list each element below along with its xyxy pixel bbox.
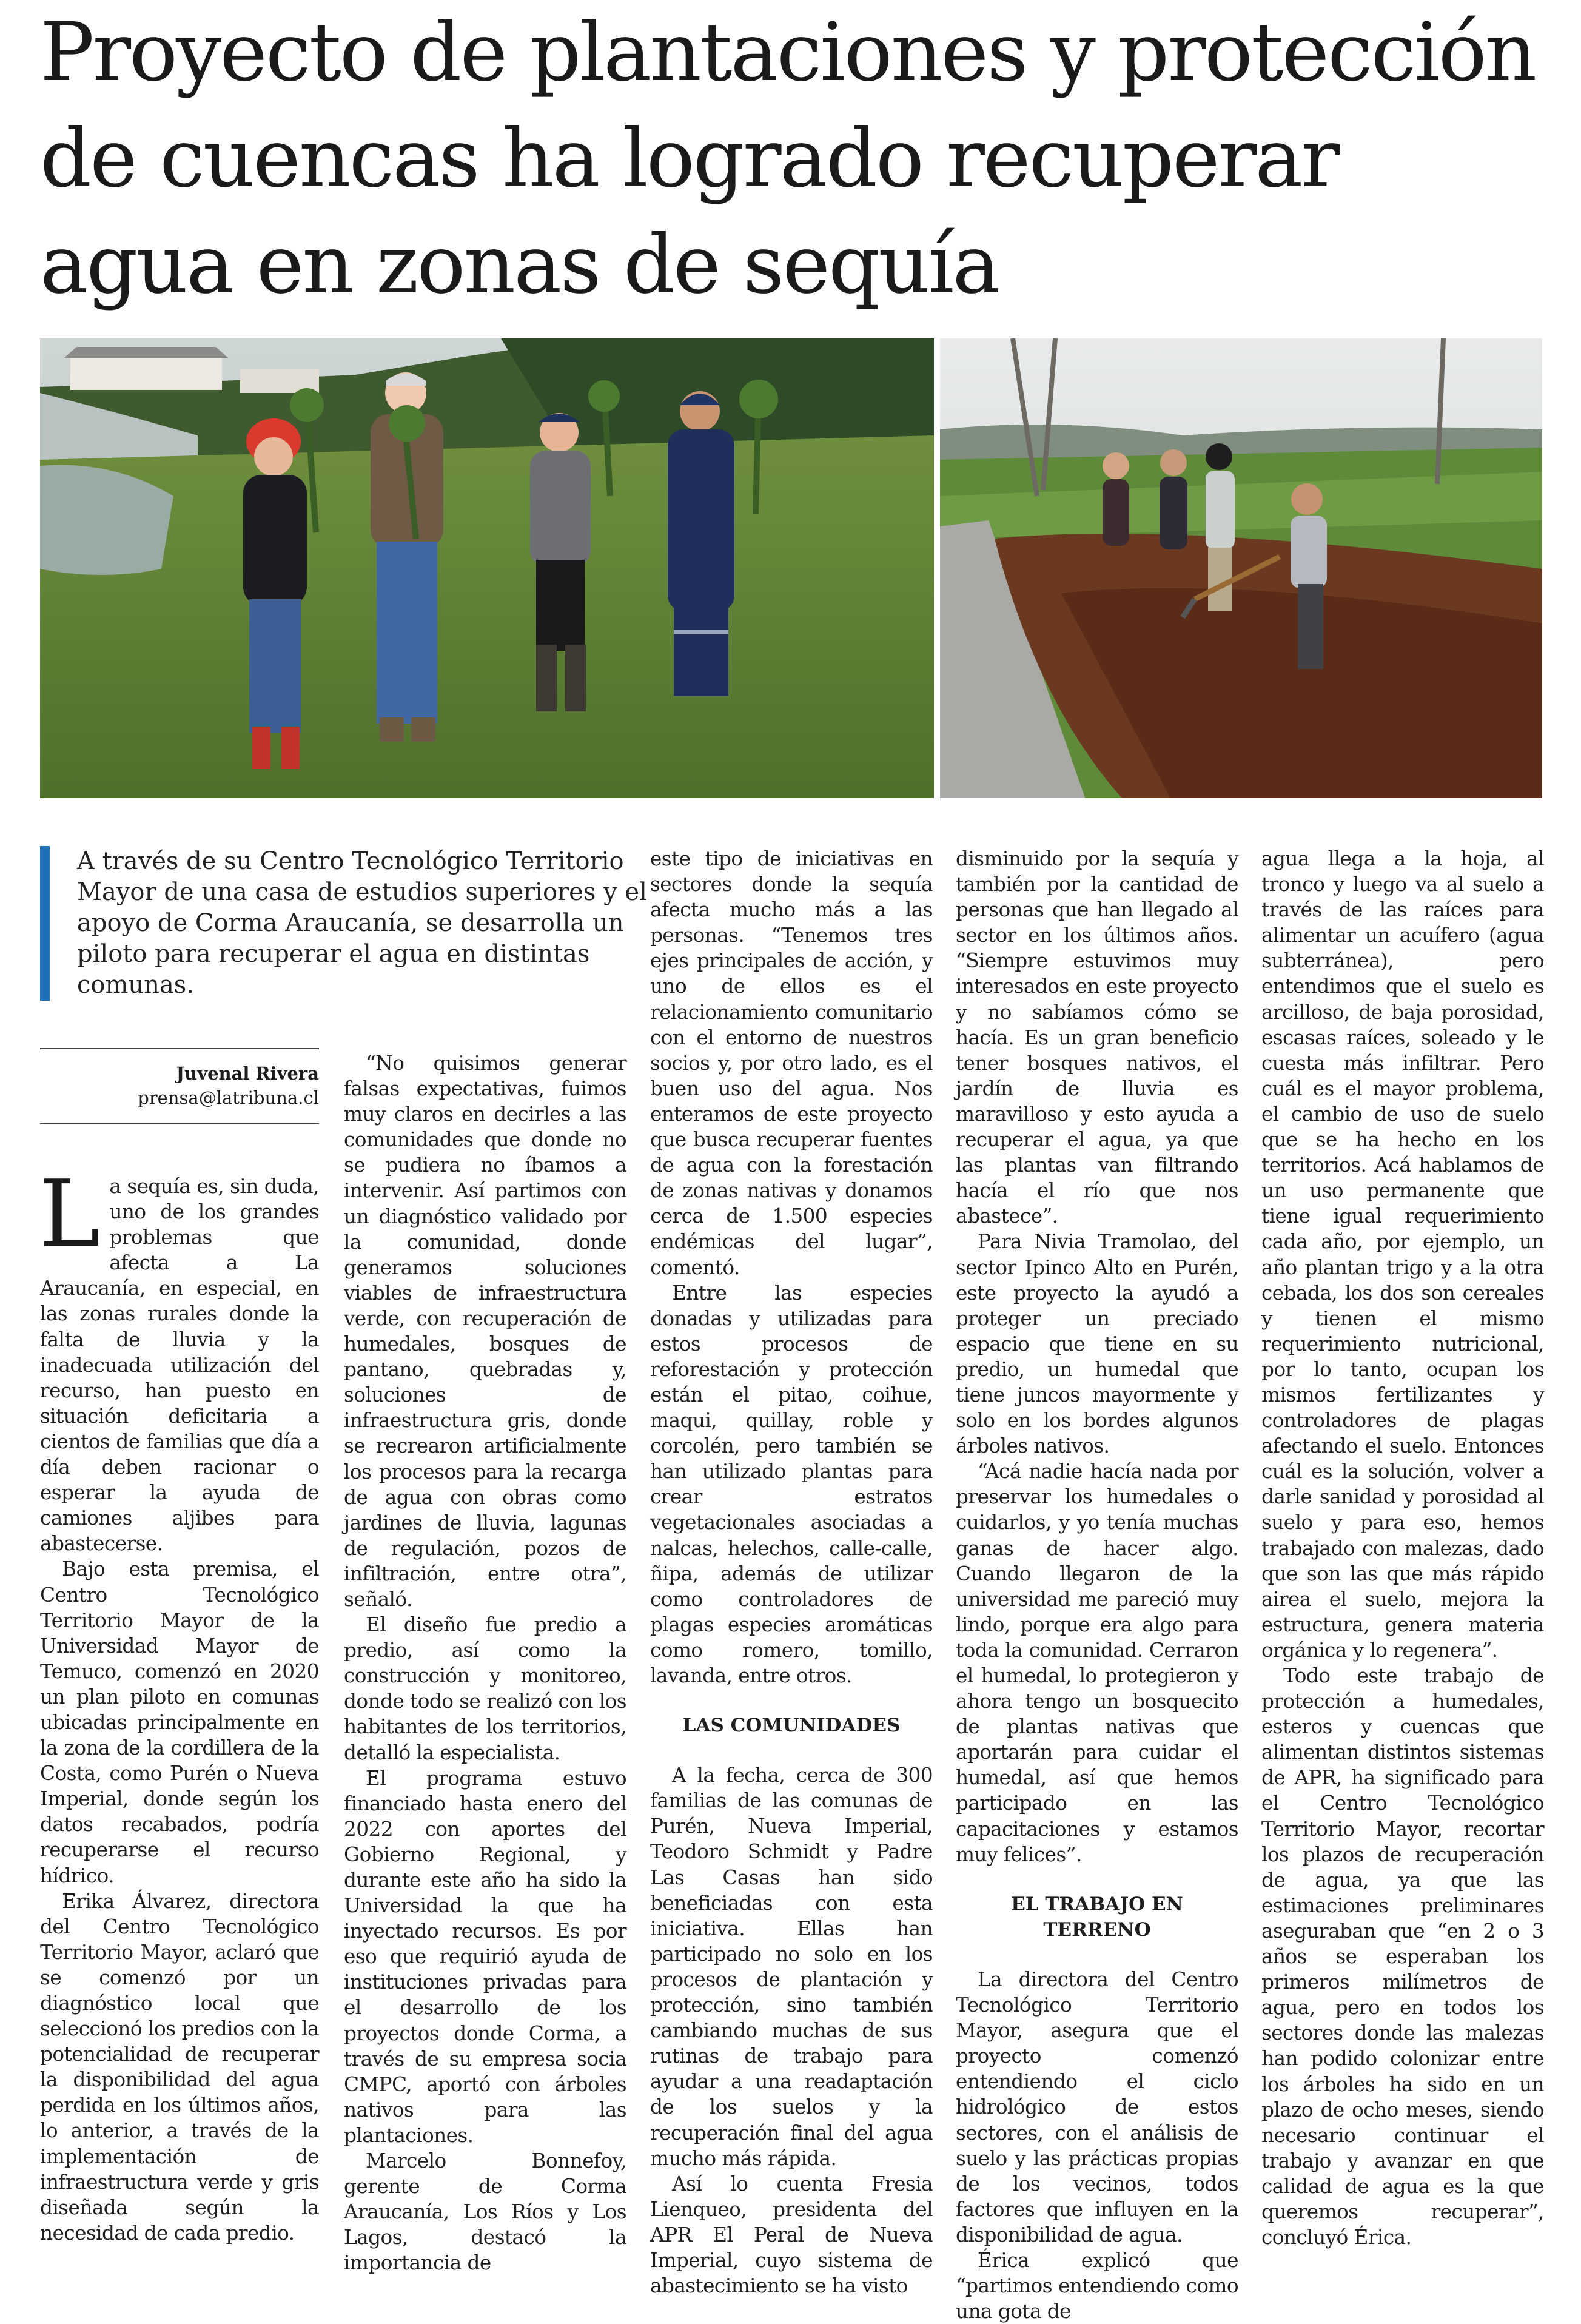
body-paragraph: Así lo cuenta Fresia Lienqueo, presidenta del APR El Peral de Nueva Imperial, cuyo sistema de abastecimiento se ha visto xyxy=(650,2172,933,2298)
photo-workers-digging-in-field xyxy=(940,338,1542,798)
body-column-2 xyxy=(344,1050,626,2276)
dropcap: L xyxy=(39,1160,100,1268)
body-paragraph: agua llega a la hoja, al tronco y luego va al suelo a través de las raíces para alimentar un acuífero (agua subterránea), pero entendimos que el suelo es arcilloso, de baja porosidad, escasas raíces, soleado y le cuesta más infiltrar. Pero cuál es el mayor problema, el cambio de uso de suelo que se ha hecho en los territorios. Acá hablamos de un uso permanente que tiene igual requerimiento cada año, por ejemplo, un año plantan trigo y a la otra cebada, los dos son cereales y tienen el mismo requerimiento nutricional, por lo tanto, ocupan los mismos fertilizantes y controladores de plagas afectando el suelo. Entonces cuál es la solución, volver a darle sanidad y porosidad al suelo y para eso, hemos trabajado con malezas, dado que son las que más rápido airea el suelo, mejora la estructura, genera materia orgánica y lo regenera”. xyxy=(1261,847,1544,1662)
body-paragraph: La sequía es, sin duda, uno de los grandes problemas que afecta a La Araucanía, en especial, en las zonas rurales donde la falta de lluvia y la inadecuada utilización del recurso, han puesto en situación deficitaria a cientos de familias que día a día deben racionar o esperar la ayuda de camiones aljibes para abastecerse. xyxy=(39,1160,319,1556)
body-paragraph: Bajo esta premisa, el Centro Tecnológico Territorio Mayor de la Universidad Mayor de Temuco, comenzó en 2020 un plan piloto en comunas ubicadas principalmente en la zona de la cordillera de la Costa, como Purén o Nueva Imperial, donde según los datos recabados, podría recuperarse el recurso hídrico. xyxy=(40,1557,319,1887)
body-paragraph: Erika Álvarez, directora del Centro Tecnológico Territorio Mayor, aclaró que se comenzó por un diagnóstico local que seleccionó los predios con la potencialidad de recuperar la disponibilidad del agua perdida en los últimos años, lo anterior, a través de la implementación de infraestructura verde y gris diseñada según la necesidad de cada predio. xyxy=(40,1889,319,2245)
body-paragraph: “No quisimos generar falsas expectativas, fuimos muy claros en decirles a las comunidades que donde no se pudiera no íbamos a intervenir. Así partimos con un diagnóstico validado por la comunidad, donde generamos soluciones viables de infraestructura verde, con recuperación de humedales, bosques de pantano, quebradas y, soluciones de infraestructura gris, donde se recrearon artificialmente los procesos para la recarga de agua con obras como jardines de lluvia, lagunas de regulación, pozos de infiltración, entre otra”, señaló. xyxy=(344,1052,626,1611)
body-column-4 xyxy=(956,846,1238,2324)
body-paragraph: El programa estuvo financiado hasta enero del 2022 con aportes del Gobierno Regional, y durante este año ha sido la Universidad la que ha inyectado recursos. Es por eso que requirió ayuda de instituciones privadas para el desarrollo de los proyectos donde Corma, a través de su empresa socia CMPC, aportó con árboles nativos para las plantaciones. xyxy=(344,1766,626,2147)
body-column-1 xyxy=(39,1160,319,2246)
body-paragraph: A la fecha, cerca de 300 familias de las comunas de Purén, Nueva Imperial, Teodoro Schmidt y Padre Las Casas han sido beneficiadas con esta iniciativa. Ellas han participado no solo en los procesos de plantación y protección, sino también cambiando muchas de sus rutinas de trabajo para ayudar a una readaptación de los suelos y la recuperación final del agua mucho más rápida. xyxy=(650,1764,933,2170)
headline: Proyecto de plantaciones y protección de cuencas ha logrado recuperar agua en zonas de sequía xyxy=(40,6,1536,312)
byline xyxy=(40,1048,319,1124)
body-paragraph: Entre las especies donadas y utilizadas para estos procesos de reforestación y protección están el pitao, coihue, maqui, quillay, roble y corcolén, pero también se han utilizado plantas para crear estratos vegetacionales asociadas a nalcas, helechos, calle-calle, ñipa, además de utilizar como controladores de plagas especies aromáticas como romero, tomillo, lavanda, entre otros. xyxy=(650,1281,933,1687)
body-column-5 xyxy=(1261,846,1544,2250)
body-paragraph: disminuido por la sequía y también por la cantidad de personas que han llegado al sector en los últimos años. “Siempre estuvimos muy interesados en este proyecto y no sabíamos cómo se hacía. Es un gran beneficio tener bosques nativos, el jardín de lluvia es maravilloso y esto ayuda a recuperar el agua, ya que las plantas van filtrando hacía el río que nos abastece”. xyxy=(956,847,1238,1228)
body-paragraph: Marcelo Bonnefoy, gerente de Corma Araucanía, Los Ríos y Los Lagos, destacó la importancia de xyxy=(344,2149,626,2275)
byline-email[interactable]: prensa@latribuna.cl xyxy=(138,1087,319,1108)
body-paragraph: este tipo de iniciativas en sectores donde la sequía afecta mucho más a las personas. “Tenemos tres ejes principales de acción, y uno de ellos es el relacionamiento comunitario con el entorno de nuestros socios y, por otro lado, es el buen uso del agua. Nos enteramos de este proyecto que busca recuperar fuentes de agua con la forestación de zonas nativas y donamos cerca de 1.500 especies endémicas del lugar”, comentó. xyxy=(650,847,933,1279)
byline-author: Juvenal Rivera xyxy=(176,1063,319,1084)
body-column-3 xyxy=(650,846,933,2299)
body-paragraph: Érica explicó que “partimos entendiendo como una gota de xyxy=(956,2248,1238,2323)
body-paragraph: El diseño fue predio a predio, así como la construcción y monitoreo, donde todo se realizó con los habitantes de los territorios, detalló la especialista. xyxy=(344,1613,626,1764)
subhead-communities: LAS COMUNIDADES xyxy=(682,1714,901,1737)
body-paragraph: La directora del Centro Tecnológico Territorio Mayor, asegura que el proyecto comenzó entendiendo el ciclo hidrológico de estos sectores, con el análisis de suelo y las prácticas propias de los vecinos, todos factores que influyen en la disponibilidad de agua. xyxy=(956,1967,1238,2246)
photo-volunteers-holding-saplings xyxy=(40,338,934,798)
body-paragraph: Todo este trabajo de protección a humedales, esteros y cuencas que alimentan distintos sistemas de APR, ha significado para el Centro Tecnológico Territorio Mayor, recortar los plazos de recuperación de agua, ya que las estimaciones preliminares aseguraban que “en 2 o 3 años se esperaban los primeros milímetros de agua, pero en todos los sectores donde las malezas han podido colonizar entre los árboles ha sido en un plazo de ocho meses, siendo necesario continuar el trabajo y avanzar en que calidad de agua es la que queremos recuperar”, concluyó Érica. xyxy=(1261,1664,1544,2249)
body-paragraph: “Acá nadie hacía nada por preservar los humedales o cuidarlos, y yo tenía muchas ganas de hacer algo. Cuando llegaron de la universidad me pareció muy lindo, porque era algo para toda la comunidad. Cerraron el humedal, lo protegieron y ahora tengo un bosquecito de plantas nativas que aportarán para cuidar el humedal, así que hemos participado en las capacitaciones y estamos muy felices”. xyxy=(956,1460,1238,1866)
subhead-field-work: EL TRABAJO EN TERRENO xyxy=(1011,1893,1183,1941)
body-paragraph: Para Nivia Tramolao, del sector Ipinco Alto en Purén, este proyecto la ayudó a proteger un preciado espacio que tiene en su predio, un humedal que tiene juncos mayormente y solo en los bordes algunos árboles nativos. xyxy=(956,1230,1238,1458)
lead-paragraph: A través de su Centro Tecnológico Territorio Mayor de una casa de estudios superiores y el apoyo de Corma Araucanía, se desarrolla un piloto para recuperar el agua en distintas comunas. xyxy=(40,846,653,1001)
